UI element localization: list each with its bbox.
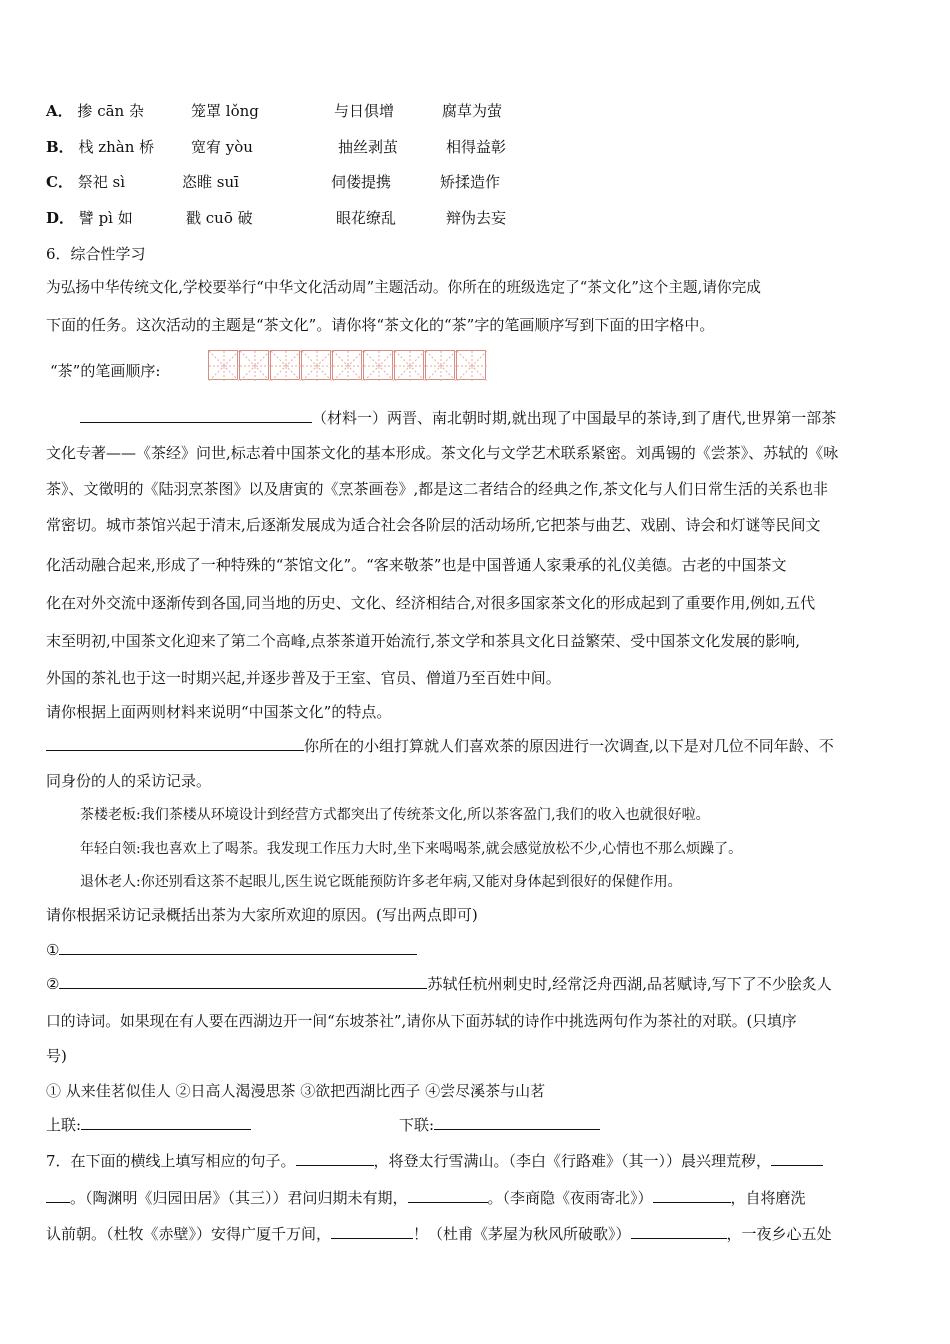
answer-blank[interactable] [46, 735, 304, 751]
q7-text: 7．在下面的横线上填写相应的句子。 [46, 1152, 296, 1170]
answer-blank[interactable] [81, 1114, 251, 1130]
poem-choices: ① 从来佳茗似佳人 ②日高人渴漫思茶 ③欲把西湖比西子 ④尝尽溪茶与山茗 [46, 1082, 546, 1100]
q7-text: ！（杜甫《茅屋为秋风所破歌》） [413, 1225, 631, 1243]
answer-blank[interactable] [434, 1114, 600, 1130]
interview-record: 年轻白领:我也喜欢上了喝茶。我发现工作压力大时,坐下来喝喝茶,就会感觉放松不少,心情也不那么烦躁了。 [80, 841, 743, 857]
question-prompt: 请你根据上面两则材料来说明“中国茶文化”的特点。 [46, 703, 392, 721]
tianzige-cell[interactable] [363, 350, 393, 380]
stroke-order-label: “茶”的笔画顺序: [50, 362, 161, 380]
option-letter: C． [46, 173, 73, 191]
material-line: 茶》、文徵明的《陆羽烹茶图》以及唐寅的《烹茶画卷》,都是这二者结合的经典之作,茶文化与人们日常生活的关系也非 [46, 480, 829, 498]
option-a [46, 101, 144, 121]
option-item: 譬 pì 如 [78, 209, 133, 227]
option-item: 眼花缭乱 [336, 209, 397, 227]
option-item: 恣睢 suī [182, 173, 239, 191]
material-line: 末至明初,中国茶文化迎来了第二个高峰,点茶茶道开始流行,茶文学和茶具文化日益繁荣、受中国茶文化发展的影响, [46, 632, 801, 650]
material-line: 常密切。城市茶馆兴起于清末,后逐渐发展成为适合社会各阶层的活动场所,它把茶与曲艺、戏剧、诗会和灯谜等民间文 [46, 516, 821, 534]
q7-line [46, 1223, 832, 1244]
answer-blank[interactable] [296, 1150, 374, 1166]
tianzige-cell[interactable] [208, 350, 238, 380]
upper-couplet [46, 1114, 251, 1135]
option-item: 宽宥 yòu [191, 138, 253, 156]
option-letter: B． [46, 138, 74, 156]
tianzige-cell[interactable] [425, 350, 455, 380]
answer-blank[interactable] [80, 407, 312, 423]
option-letter: D． [46, 209, 75, 227]
tianzige-cell[interactable] [332, 350, 362, 380]
upper-label: 上联: [46, 1116, 82, 1134]
survey-line [46, 735, 834, 756]
option-item: 伺偻提携 [331, 173, 392, 191]
answer-blank[interactable] [771, 1150, 823, 1166]
q7-line [46, 1187, 806, 1208]
intro-line: 下面的任务。这次活动的主题是“茶文化”。请你将“茶文化的“茶”字的笔画顺序写到下面的田字格中。 [46, 316, 715, 334]
question-6-heading: 6．综合性学习 [46, 245, 146, 263]
sushi-line: 号) [46, 1047, 67, 1065]
survey-text: 你所在的小组打算就人们喜欢茶的原因进行一次调查,以下是对几位不同年龄、不 [304, 737, 834, 755]
material-line: 化在对外交流中逐渐传到各国,同当地的历史、文化、经济相结合,对很多国家茶文化的形成起到了重要作用,例如,五代 [46, 594, 816, 612]
tianzige-grid[interactable] [208, 350, 490, 382]
interview-record: 退休老人:你还别看这茶不起眼儿,医生说它既能预防许多老年病,又能对身体起到很好的保健作用。 [80, 874, 682, 890]
answer-line-2 [46, 973, 832, 994]
intro-line: 为弘扬中华传统文化,学校要举行“中华文化活动周”主题活动。你所在的班级选定了“茶文化”这个主题,请你完成 [46, 279, 761, 296]
sushi-text: 苏轼任杭州刺史时,经常泛舟西湖,品茗赋诗,写下了不少脍炙人 [427, 975, 832, 993]
q7-text: 。（李商隐《夜雨寄北》） [487, 1189, 653, 1207]
option-item: 戳 cuō 破 [186, 209, 253, 227]
lower-label: 下联: [399, 1116, 435, 1134]
material-line: 文化专著——《茶经》问世,标志着中国茶文化的基本形成。茶文化与文学艺术联系紧密。刘禹锡的《尝茶》、苏轼的《咏 [46, 444, 839, 462]
option-item: 栈 zhàn 桥 [78, 138, 155, 156]
tianzige-cell[interactable] [301, 350, 331, 380]
option-item: 祭祀 sì [77, 173, 125, 191]
sushi-line: 口的诗词。如果现在有人要在西湖边开一间“东坡茶社”,请你从下面苏轼的诗作中挑选两句作为茶社的对联。(只填序 [46, 1013, 797, 1030]
option-b [46, 137, 154, 157]
q7-text: 认前朝。（杜牧《赤壁》）安得广厦千万间， [46, 1225, 332, 1243]
answer-blank[interactable] [331, 1223, 413, 1239]
answer-blank[interactable] [59, 939, 417, 955]
q7-text: ，一夜乡心五处 [726, 1225, 832, 1243]
lower-couplet [399, 1114, 600, 1135]
q7-text: ，将登太行雪满山。（李白《行路难》（其一））晨兴理荒秽， [373, 1152, 772, 1170]
tianzige-cell[interactable] [270, 350, 300, 380]
tianzige-cell[interactable] [456, 350, 486, 380]
answer-blank[interactable] [408, 1187, 488, 1203]
option-item: 抽丝剥茧 [338, 138, 399, 156]
answer-blank[interactable] [59, 973, 427, 989]
q7-text: ，自将磨洗 [730, 1189, 806, 1207]
option-item: 与日俱增 [334, 102, 395, 120]
option-d [46, 208, 133, 228]
material-line: 化活动融合起来,形成了一种特殊的“茶馆文化”。“客来敬茶”也是中国普通人家秉承的礼仪美德。古老的中国茶文 [46, 556, 787, 574]
survey-line: 同身份的人的采访记录。 [46, 772, 212, 790]
material-line [80, 407, 836, 428]
question-prompt: 请你根据采访记录概括出茶为大家所欢迎的原因。(写出两点即可) [46, 906, 478, 924]
material-text: （材料一）两晋、南北朝时期,就出现了中国最早的茶诗,到了唐代,世界第一部茶 [312, 409, 837, 427]
material-line: 外国的茶礼也于这一时期兴起,并逐步普及于王室、官员、僧道乃至百姓中间。 [46, 669, 561, 687]
option-letter: A． [46, 102, 73, 120]
answer-blank[interactable] [653, 1187, 731, 1203]
circle-number: ② [46, 975, 60, 993]
answer-line-1 [46, 939, 417, 960]
option-item: 掺 cān 杂 [77, 102, 144, 120]
tianzige-cell[interactable] [394, 350, 424, 380]
option-item: 相得益彰 [446, 138, 507, 156]
option-item: 辩伪去妄 [446, 209, 507, 227]
q7-text: 。（陶渊明《归园田居》（其三））君问归期未有期， [70, 1189, 408, 1207]
option-item: 笼罩 lǒng [191, 102, 259, 120]
answer-blank[interactable] [46, 1187, 70, 1203]
tianzige-cell[interactable] [239, 350, 269, 380]
circle-number: ① [46, 941, 60, 959]
interview-record: 茶楼老板:我们茶楼从环境设计到经营方式都突出了传统茶文化,所以茶客盈门,我们的收入也就很好啦。 [80, 807, 710, 823]
option-item: 腐草为萤 [442, 102, 503, 120]
q7-line [46, 1150, 823, 1171]
option-c [46, 172, 125, 192]
answer-blank[interactable] [631, 1223, 727, 1239]
option-item: 矫揉造作 [440, 173, 501, 191]
